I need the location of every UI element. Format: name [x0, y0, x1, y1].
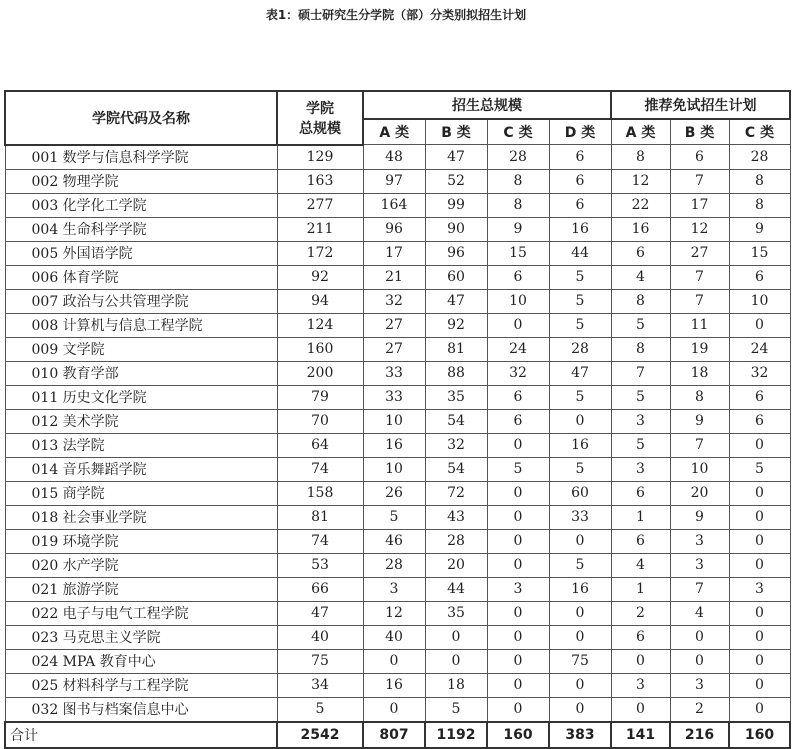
college-name: 012 美术学院 [5, 409, 277, 433]
enroll-b: 72 [425, 481, 487, 505]
enroll-c: 24 [487, 337, 549, 361]
table-row [5, 145, 790, 170]
enroll-d: 5 [549, 289, 611, 313]
enroll-c: 0 [487, 313, 549, 337]
exempt-b: 0 [670, 649, 729, 673]
exempt-b: 18 [670, 361, 729, 385]
table-row [5, 649, 790, 673]
total-scale: 124 [277, 313, 363, 337]
enroll-b: 0 [425, 649, 487, 673]
enroll-c: 0 [487, 649, 549, 673]
exempt-a: 6 [611, 625, 670, 649]
enroll-d: 60 [549, 481, 611, 505]
table-row [5, 625, 790, 649]
exempt-c: 0 [729, 697, 790, 722]
total-scale: 94 [277, 289, 363, 313]
header-enroll-b: B 类 [425, 119, 487, 145]
exempt-b: 3 [670, 673, 729, 697]
exempt-a: 8 [611, 337, 670, 361]
exempt-a: 12 [611, 169, 670, 193]
exempt-b: 17 [670, 193, 729, 217]
exempt-c: 3 [729, 577, 790, 601]
table-row [5, 673, 790, 697]
exempt-a: 1 [611, 505, 670, 529]
enroll-c: 28 [487, 145, 549, 170]
enroll-b: 35 [425, 601, 487, 625]
enroll-a: 5 [363, 505, 425, 529]
exempt-c: 32 [729, 361, 790, 385]
enroll-c: 0 [487, 601, 549, 625]
total-scale: 211 [277, 217, 363, 241]
table-row [5, 433, 790, 457]
college-name: 019 环境学院 [5, 529, 277, 553]
exempt-b: 20 [670, 481, 729, 505]
exempt-a: 4 [611, 265, 670, 289]
enroll-b: 81 [425, 337, 487, 361]
enroll-d: 0 [549, 409, 611, 433]
total-scale: 74 [277, 457, 363, 481]
exempt-c: 8 [729, 169, 790, 193]
exempt-c: 6 [729, 385, 790, 409]
enroll-d: 6 [549, 145, 611, 170]
header-exempt-a: A 类 [611, 119, 670, 145]
college-name: 006 体育学院 [5, 265, 277, 289]
enroll-c: 9 [487, 217, 549, 241]
enroll-d: 44 [549, 241, 611, 265]
college-name: 024 MPA 教育中心 [5, 649, 277, 673]
enroll-b: 5 [425, 697, 487, 722]
exempt-c: 0 [729, 313, 790, 337]
exempt-c: 0 [729, 505, 790, 529]
college-name: 002 物理学院 [5, 169, 277, 193]
enroll-a: 26 [363, 481, 425, 505]
enroll-d: 5 [549, 265, 611, 289]
enroll-a: 28 [363, 553, 425, 577]
exempt-a: 3 [611, 673, 670, 697]
total-exempt-c: 160 [729, 722, 790, 748]
table-row [5, 361, 790, 385]
total-exempt-a: 141 [611, 722, 670, 748]
total-scale: 160 [277, 337, 363, 361]
college-name: 010 教育学部 [5, 361, 277, 385]
enroll-c: 5 [487, 457, 549, 481]
table-title: 表1：硕士研究生分学院（部）分类别拟招生计划 [265, 8, 527, 22]
college-name: 015 商学院 [5, 481, 277, 505]
exempt-a: 4 [611, 553, 670, 577]
enroll-a: 33 [363, 385, 425, 409]
exempt-b: 7 [670, 433, 729, 457]
header-total-scale-line2: 总规模 [299, 120, 341, 137]
enroll-a: 164 [363, 193, 425, 217]
enroll-c: 8 [487, 193, 549, 217]
total-scale: 79 [277, 385, 363, 409]
exempt-c: 0 [729, 529, 790, 553]
exempt-a: 22 [611, 193, 670, 217]
enroll-a: 3 [363, 577, 425, 601]
enroll-a: 33 [363, 361, 425, 385]
enroll-c: 0 [487, 505, 549, 529]
total-scale: 163 [277, 169, 363, 193]
total-row [5, 722, 790, 748]
enroll-b: 54 [425, 409, 487, 433]
exempt-a: 6 [611, 529, 670, 553]
enroll-a: 0 [363, 697, 425, 722]
enroll-d: 47 [549, 361, 611, 385]
enroll-d: 16 [549, 217, 611, 241]
enroll-d: 0 [549, 625, 611, 649]
enroll-b: 96 [425, 241, 487, 265]
enroll-c: 0 [487, 553, 549, 577]
enrollment-plan-table [4, 90, 791, 749]
total-scale: 53 [277, 553, 363, 577]
header-enroll-group: 招生总规模 [363, 91, 611, 119]
enroll-c: 0 [487, 673, 549, 697]
header-total-scale-line1: 学院 [306, 100, 334, 117]
enroll-a: 46 [363, 529, 425, 553]
header-exempt-c: C 类 [729, 119, 790, 145]
exempt-c: 0 [729, 601, 790, 625]
exempt-b: 7 [670, 577, 729, 601]
enroll-c: 6 [487, 385, 549, 409]
enroll-c: 8 [487, 169, 549, 193]
enroll-b: 92 [425, 313, 487, 337]
enroll-d: 75 [549, 649, 611, 673]
exempt-c: 0 [729, 553, 790, 577]
enroll-a: 27 [363, 337, 425, 361]
exempt-c: 8 [729, 193, 790, 217]
header-exempt-b: B 类 [670, 119, 729, 145]
enroll-c: 0 [487, 697, 549, 722]
enroll-a: 32 [363, 289, 425, 313]
exempt-b: 3 [670, 553, 729, 577]
exempt-b: 7 [670, 265, 729, 289]
college-name: 004 生命科学学院 [5, 217, 277, 241]
college-name: 025 材料科学与工程学院 [5, 673, 277, 697]
exempt-b: 8 [670, 385, 729, 409]
exempt-a: 1 [611, 577, 670, 601]
college-name: 003 化学化工学院 [5, 193, 277, 217]
enroll-a: 17 [363, 241, 425, 265]
enroll-c: 10 [487, 289, 549, 313]
enroll-b: 44 [425, 577, 487, 601]
enroll-a: 48 [363, 145, 425, 170]
total-c: 160 [487, 722, 549, 748]
table-row [5, 169, 790, 193]
header-enroll-d: D 类 [549, 119, 611, 145]
enroll-b: 47 [425, 289, 487, 313]
enroll-b: 20 [425, 553, 487, 577]
exempt-c: 15 [729, 241, 790, 265]
header-total-scale [277, 91, 363, 145]
exempt-c: 0 [729, 649, 790, 673]
enroll-d: 0 [549, 601, 611, 625]
exempt-b: 9 [670, 505, 729, 529]
college-name: 022 电子与电气工程学院 [5, 601, 277, 625]
total-scale: 158 [277, 481, 363, 505]
exempt-b: 9 [670, 409, 729, 433]
total-exempt-b: 216 [670, 722, 729, 748]
enroll-c: 0 [487, 625, 549, 649]
total-d: 383 [549, 722, 611, 748]
exempt-b: 27 [670, 241, 729, 265]
table-row [5, 577, 790, 601]
college-name: 021 旅游学院 [5, 577, 277, 601]
enroll-b: 32 [425, 433, 487, 457]
exempt-b: 7 [670, 169, 729, 193]
enroll-a: 40 [363, 625, 425, 649]
enroll-d: 5 [549, 457, 611, 481]
table-row [5, 337, 790, 361]
exempt-c: 0 [729, 433, 790, 457]
total-scale: 277 [277, 193, 363, 217]
college-name: 007 政治与公共管理学院 [5, 289, 277, 313]
exempt-b: 10 [670, 457, 729, 481]
exempt-a: 2 [611, 601, 670, 625]
exempt-a: 6 [611, 241, 670, 265]
enroll-c: 6 [487, 409, 549, 433]
enroll-b: 90 [425, 217, 487, 241]
exempt-c: 10 [729, 289, 790, 313]
exempt-b: 11 [670, 313, 729, 337]
enroll-a: 27 [363, 313, 425, 337]
exempt-c: 0 [729, 673, 790, 697]
table-row [5, 265, 790, 289]
enroll-b: 18 [425, 673, 487, 697]
enroll-d: 0 [549, 697, 611, 722]
total-scale: 40 [277, 625, 363, 649]
enroll-b: 47 [425, 145, 487, 170]
college-name: 005 外国语学院 [5, 241, 277, 265]
enroll-b: 52 [425, 169, 487, 193]
table-row [5, 601, 790, 625]
exempt-a: 5 [611, 385, 670, 409]
exempt-a: 16 [611, 217, 670, 241]
enroll-a: 97 [363, 169, 425, 193]
enroll-d: 16 [549, 577, 611, 601]
total-scale: 74 [277, 529, 363, 553]
enroll-b: 54 [425, 457, 487, 481]
exempt-c: 5 [729, 457, 790, 481]
enroll-c: 32 [487, 361, 549, 385]
table-row [5, 193, 790, 217]
total-scale: 47 [277, 601, 363, 625]
exempt-a: 5 [611, 433, 670, 457]
table-body [5, 145, 790, 722]
enroll-d: 5 [549, 313, 611, 337]
exempt-b: 6 [670, 145, 729, 170]
enroll-a: 96 [363, 217, 425, 241]
header-enroll-a: A 类 [363, 119, 425, 145]
exempt-c: 0 [729, 625, 790, 649]
total-scale: 2542 [277, 722, 363, 748]
enroll-a: 0 [363, 649, 425, 673]
enroll-a: 10 [363, 457, 425, 481]
enroll-d: 5 [549, 385, 611, 409]
total-scale: 5 [277, 697, 363, 722]
total-scale: 129 [277, 145, 363, 170]
enroll-a: 16 [363, 433, 425, 457]
enroll-a: 16 [363, 673, 425, 697]
college-name: 032 图书与档案信息中心 [5, 697, 277, 722]
table-row [5, 529, 790, 553]
exempt-c: 24 [729, 337, 790, 361]
college-name: 009 文学院 [5, 337, 277, 361]
exempt-a: 5 [611, 313, 670, 337]
exempt-b: 12 [670, 217, 729, 241]
table-row [5, 697, 790, 722]
header-enroll-c: C 类 [487, 119, 549, 145]
exempt-a: 0 [611, 697, 670, 722]
college-name: 014 音乐舞蹈学院 [5, 457, 277, 481]
enroll-d: 28 [549, 337, 611, 361]
enroll-d: 16 [549, 433, 611, 457]
table-row [5, 313, 790, 337]
exempt-c: 6 [729, 265, 790, 289]
exempt-a: 8 [611, 289, 670, 313]
enroll-b: 28 [425, 529, 487, 553]
college-name: 001 数学与信息科学学院 [5, 145, 277, 170]
table-row [5, 409, 790, 433]
college-name: 008 计算机与信息工程学院 [5, 313, 277, 337]
total-scale: 92 [277, 265, 363, 289]
exempt-b: 0 [670, 625, 729, 649]
exempt-b: 2 [670, 697, 729, 722]
table-row [5, 553, 790, 577]
total-label: 合计 [5, 722, 277, 748]
enroll-b: 35 [425, 385, 487, 409]
header-college: 学院代码及名称 [5, 91, 277, 145]
exempt-a: 0 [611, 649, 670, 673]
enroll-c: 0 [487, 481, 549, 505]
enroll-b: 60 [425, 265, 487, 289]
exempt-a: 3 [611, 409, 670, 433]
enroll-c: 6 [487, 265, 549, 289]
enroll-d: 0 [549, 529, 611, 553]
enroll-a: 21 [363, 265, 425, 289]
total-a: 807 [363, 722, 425, 748]
enroll-d: 6 [549, 169, 611, 193]
college-name: 020 水产学院 [5, 553, 277, 577]
table-row [5, 241, 790, 265]
table-row [5, 385, 790, 409]
enroll-b: 88 [425, 361, 487, 385]
total-scale: 200 [277, 361, 363, 385]
exempt-a: 3 [611, 457, 670, 481]
total-scale: 66 [277, 577, 363, 601]
enroll-d: 33 [549, 505, 611, 529]
total-scale: 64 [277, 433, 363, 457]
enroll-b: 0 [425, 625, 487, 649]
exempt-c: 0 [729, 481, 790, 505]
enroll-b: 43 [425, 505, 487, 529]
exempt-c: 6 [729, 409, 790, 433]
table-row [5, 289, 790, 313]
college-name: 011 历史文化学院 [5, 385, 277, 409]
enroll-d: 6 [549, 193, 611, 217]
total-scale: 81 [277, 505, 363, 529]
enroll-b: 99 [425, 193, 487, 217]
enroll-a: 10 [363, 409, 425, 433]
enroll-d: 0 [549, 673, 611, 697]
total-scale: 172 [277, 241, 363, 265]
exempt-a: 7 [611, 361, 670, 385]
exempt-b: 7 [670, 289, 729, 313]
college-name: 018 社会事业学院 [5, 505, 277, 529]
header-exempt-group: 推荐免试招生计划 [611, 91, 790, 119]
table-row [5, 505, 790, 529]
exempt-b: 4 [670, 601, 729, 625]
exempt-b: 3 [670, 529, 729, 553]
exempt-c: 28 [729, 145, 790, 170]
table-row [5, 217, 790, 241]
enroll-a: 12 [363, 601, 425, 625]
exempt-a: 6 [611, 481, 670, 505]
enroll-c: 0 [487, 433, 549, 457]
exempt-b: 19 [670, 337, 729, 361]
enroll-c: 3 [487, 577, 549, 601]
exempt-c: 9 [729, 217, 790, 241]
enroll-c: 0 [487, 529, 549, 553]
total-scale: 70 [277, 409, 363, 433]
total-b: 1192 [425, 722, 487, 748]
exempt-a: 8 [611, 145, 670, 170]
enroll-c: 15 [487, 241, 549, 265]
total-scale: 75 [277, 649, 363, 673]
table-row [5, 481, 790, 505]
college-name: 023 马克思主义学院 [5, 625, 277, 649]
enroll-d: 5 [549, 553, 611, 577]
table-row [5, 457, 790, 481]
college-name: 013 法学院 [5, 433, 277, 457]
total-scale: 34 [277, 673, 363, 697]
